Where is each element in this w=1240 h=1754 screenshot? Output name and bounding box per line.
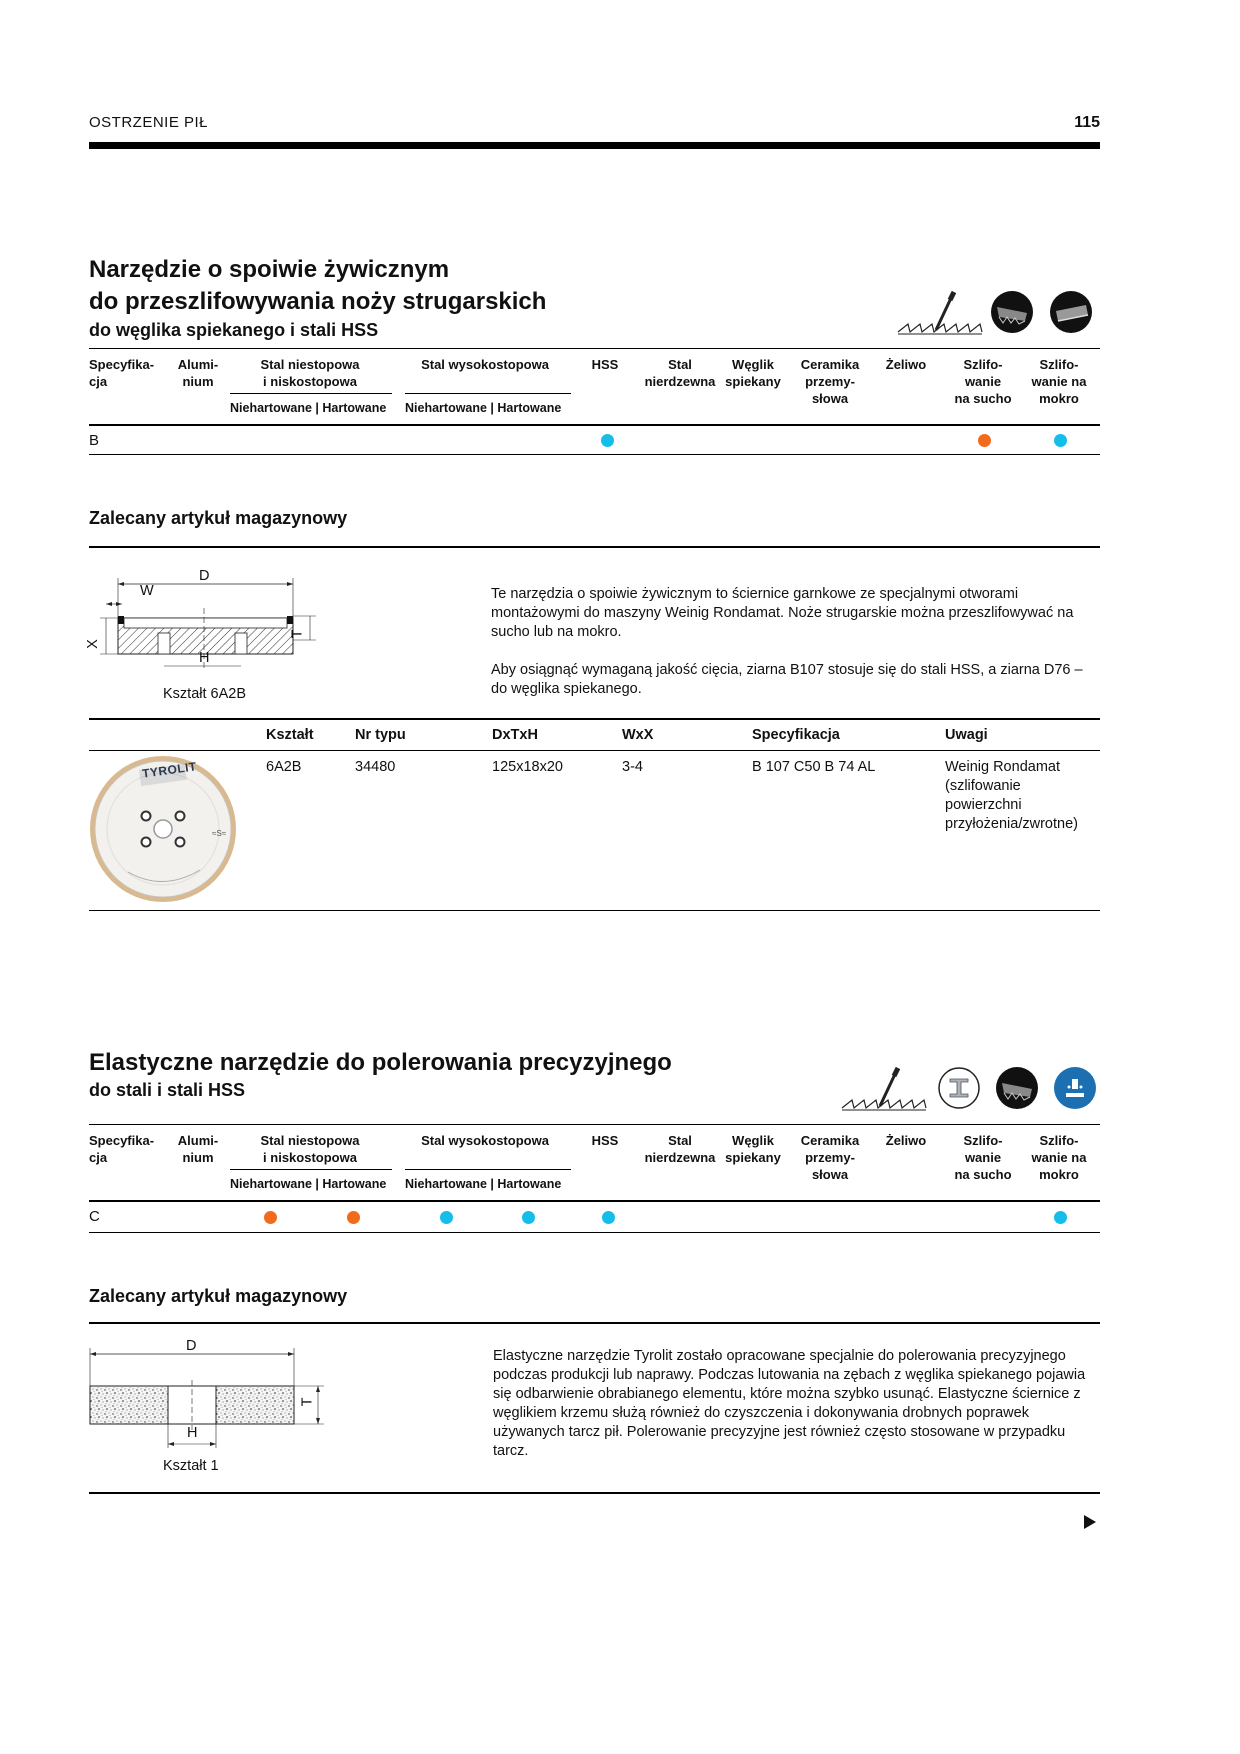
col-carbide: Węglik spiekany: [725, 357, 781, 389]
section-title: OSTRZENIE PIŁ: [89, 114, 209, 131]
col-dry-grinding: Szlifo- wanie na sucho: [954, 357, 1012, 406]
spec-label: C: [89, 1208, 100, 1225]
svg-text:≈S≈: ≈S≈: [212, 829, 227, 838]
saw-sharpening-icon: [840, 1066, 930, 1114]
col-high-alloy-steel: Stal wysokostopowa: [421, 357, 549, 372]
i-beam-icon: [938, 1067, 980, 1109]
section2-title: Elastyczne narzędzie do polerowania precyzyjnego: [89, 1049, 672, 1076]
dim-x-label: X: [84, 639, 101, 649]
product-brand: TYROLIT: [141, 759, 198, 781]
col-low-alloy-steel: Stal niestopowa i niskostopowa: [260, 1133, 360, 1165]
section1-description-1: Te narzędzia o spoiwie żywicznym to ściernice garnkowe ze specjalnymi otworami montażowymi do maszyny Weinig Rondamat. Noże strugarskie można przeszlifowywać na sucho lub na mokro.: [491, 586, 1074, 640]
th-type-number: Nr typu: [355, 727, 406, 743]
high-steel-sub-rule: [405, 393, 571, 394]
high-steel-sub-rule: [405, 1169, 571, 1170]
header-rule: [89, 142, 1100, 149]
th-shape: Kształt: [266, 727, 314, 743]
spec-table-bottom-rule: [89, 454, 1100, 455]
th-specification: Specyfikacja: [752, 727, 840, 743]
mark-wet-grinding: [1054, 434, 1067, 447]
col-wet-grinding: Szlifo- wanie na mokro: [1031, 1133, 1087, 1182]
shape-label-6a2b: Kształt 6A2B: [163, 686, 247, 702]
spec-table-header-rule: [89, 1200, 1100, 1202]
col-cast-iron: Żeliwo: [885, 357, 927, 372]
col-aluminium: Alumi- nium: [177, 357, 219, 389]
col-hss: HSS: [591, 357, 619, 372]
th-remarks: Uwagi: [945, 727, 988, 743]
saw-tooth-icon: [991, 291, 1033, 333]
col-hss: HSS: [591, 1133, 619, 1148]
mark-hss: [601, 434, 614, 447]
section1-recommended-heading: Zalecany artykuł magazynowy: [89, 508, 348, 528]
section1-title-line2: do przeszlifowywania noży strugarskich: [89, 288, 547, 315]
page-number: 115: [1074, 114, 1100, 131]
spec-table-bottom-rule: [89, 1232, 1100, 1233]
low-steel-subheader: Niehartowane | Hartowane: [230, 401, 387, 415]
planer-knife-icon: [1050, 291, 1092, 333]
th-dimensions: DxTxH: [492, 727, 538, 743]
col-stainless: Stal nierdzewna: [644, 357, 716, 389]
low-steel-subheader: Niehartowane | Hartowane: [230, 1177, 387, 1191]
th-wxx: WxX: [622, 727, 654, 743]
spec-table-top-rule: [89, 348, 1100, 349]
low-steel-sub-rule: [230, 393, 392, 394]
mark-low-steel-hardened: [347, 1211, 360, 1224]
section2-description: Elastyczne narzędzie Tyrolit zostało opracowane specjalnie do polerowania precyzyjnego podczas produkcji lub naprawy. Podczas lutowania na zębach z węglika spiekanego pojawia się odbarwienie obrabianego elementu, które można szybko usunąć. Elastyczne ściernice z węglikiem krzemu służą również do czyszczenia i dokonywania drobnych poprawek używanych tarcz pił. Polerowanie precyzyjne jest również często stosowane w przypadku tarcz.: [493, 1348, 1086, 1459]
col-spec: Specyfika- cja: [89, 357, 155, 389]
cell-specification: B 107 C50 B 74 AL: [752, 759, 876, 775]
dim-d-label: D: [199, 568, 210, 584]
spec-table-top-rule: [89, 1124, 1100, 1125]
section2-recommended-heading: Zalecany artykuł magazynowy: [89, 1286, 348, 1306]
col-wet-grinding: Szlifo- wanie na mokro: [1031, 357, 1087, 406]
col-aluminium: Alumi- nium: [177, 1133, 219, 1165]
section1-description-2: Aby osiągnąć wymaganą jakość cięcia, ziarna B107 stosuje się do stali HSS, a ziarna D76 – do węglika spiekanego.: [491, 662, 1083, 697]
col-spec: Specyfika- cja: [89, 1133, 155, 1165]
spec-label: B: [89, 432, 100, 449]
cell-shape: 6A2B: [266, 759, 302, 775]
spec-table-header-rule: [89, 424, 1100, 426]
section2-subtitle: do stali i stali HSS: [89, 1080, 246, 1100]
mark-dry-grinding: [978, 434, 991, 447]
cell-type-number: 34480: [355, 759, 396, 775]
next-arrow-icon[interactable]: [1082, 1514, 1098, 1530]
col-high-alloy-steel: Stal wysokostopowa: [421, 1133, 549, 1148]
product-table-top-rule: [89, 718, 1100, 720]
cell-dimensions: 125x18x20: [492, 759, 563, 775]
col-ceramic: Ceramika przemy- słowa: [800, 357, 860, 406]
dim-t-label: T: [299, 1397, 316, 1407]
saw-tooth-icon: [996, 1067, 1038, 1109]
shape-1-drawing: [88, 1340, 328, 1452]
mark-hss: [602, 1211, 615, 1224]
product-table-header-rule: [89, 750, 1100, 751]
high-steel-subheader: Niehartowane | Hartowane: [405, 1177, 562, 1191]
wet-grinding-icon: [1054, 1067, 1096, 1109]
col-low-alloy-steel: Stal niestopowa i niskostopowa: [260, 357, 360, 389]
mark-high-steel-hardened: [522, 1211, 535, 1224]
product-table-bottom-rule: [89, 910, 1100, 911]
section1-subtitle: do węglika spiekanego i stali HSS: [89, 320, 379, 340]
col-stainless: Stal nierdzewna: [644, 1133, 716, 1165]
dim-h-label: H: [187, 1425, 198, 1441]
mark-high-steel-unhardened: [440, 1211, 453, 1224]
cell-remarks: Weinig Rondamat (szlifowanie powierzchni przyłożenia/zwrotne): [945, 759, 1078, 832]
section2-bottom-rule: [89, 1492, 1100, 1494]
dim-w-label: W: [140, 583, 154, 599]
col-ceramic: Ceramika przemy- słowa: [800, 1133, 860, 1182]
high-steel-subheader: Niehartowane | Hartowane: [405, 401, 562, 415]
mark-low-steel-unhardened: [264, 1211, 277, 1224]
col-dry-grinding: Szlifo- wanie na sucho: [954, 1133, 1012, 1182]
dim-t-label: T: [289, 629, 306, 639]
saw-sharpening-icon: [896, 290, 986, 338]
low-steel-sub-rule: [230, 1169, 392, 1170]
cell-wxx: 3-4: [622, 759, 643, 775]
dim-h-label: H: [199, 650, 210, 666]
dim-d-label: D: [186, 1338, 197, 1354]
col-cast-iron: Żeliwo: [885, 1133, 927, 1148]
shape-label-1: Kształt 1: [163, 1458, 219, 1474]
recommended-rule: [89, 546, 1100, 548]
mark-wet-grinding: [1054, 1211, 1067, 1224]
section1-title-line1: Narzędzie o spoiwie żywicznym: [89, 256, 450, 283]
col-carbide: Węglik spiekany: [725, 1133, 781, 1165]
recommended-rule: [89, 1322, 1100, 1324]
